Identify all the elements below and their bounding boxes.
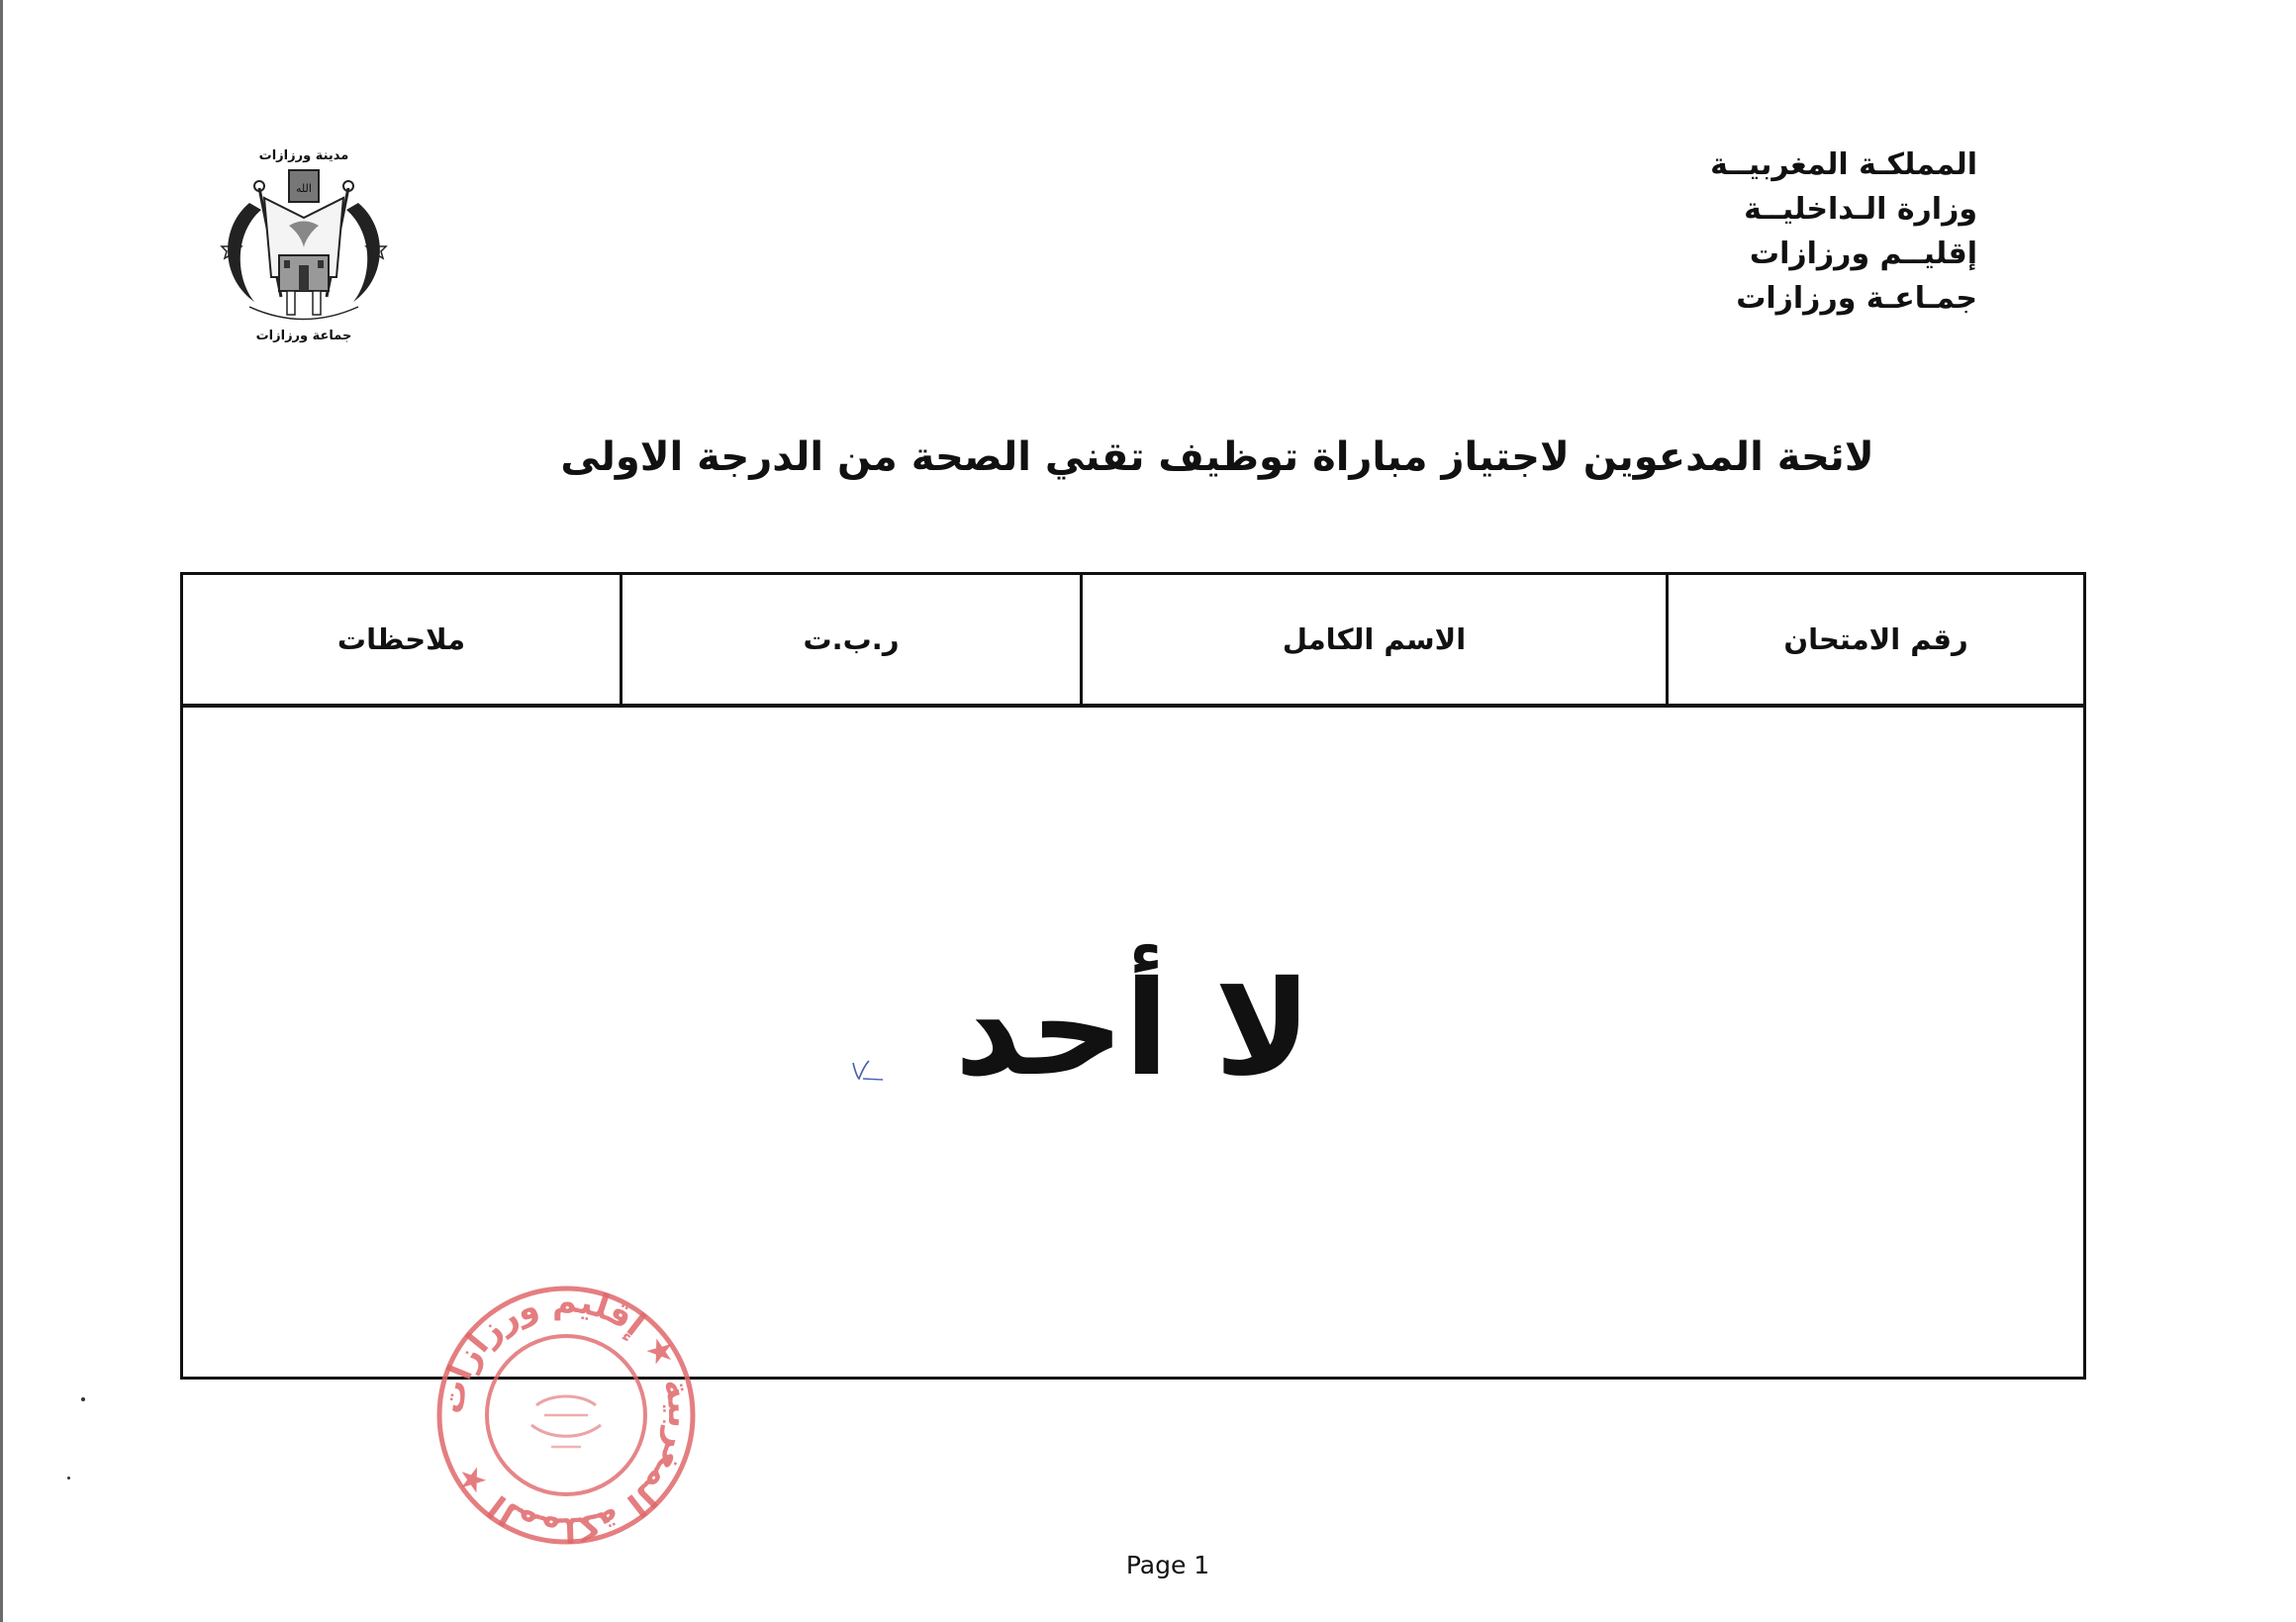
svg-text:المملكة المغربية ★ إقليم ورزاز: المملكة المغربية ★ إقليم ورزازات ★ [431, 1281, 701, 1550]
column-header-full-name: الاسم الكامل [1083, 575, 1669, 704]
commune-emblem-logo [210, 148, 398, 346]
page-number: Page 1 [1125, 1551, 1210, 1579]
official-red-stamp [428, 1277, 705, 1554]
initials-pen-mark [849, 1055, 889, 1085]
column-header-notes: ملاحظات [183, 575, 622, 704]
column-header-grade: ر.ب.ت [622, 575, 1083, 704]
scan-edge [0, 0, 3, 1622]
candidates-table [180, 572, 2086, 1380]
document-title: لائحة المدعوين لاجتياز مباراة توظيف تقني الصحة من الدرجة الاولى [560, 434, 1874, 480]
issuing-authority-header [1710, 143, 1977, 321]
scan-speck [81, 1397, 85, 1401]
stamp-seal-icon [428, 1277, 705, 1554]
pen-mark-icon [849, 1055, 889, 1085]
column-header-exam-number: رقم الامتحان [1783, 622, 1968, 656]
table-header-row [183, 575, 2083, 708]
scan-speck [67, 1477, 70, 1479]
emblem-icon [210, 148, 398, 346]
header-line-commune: جمـاعـة ورزازات [1736, 281, 1977, 316]
emblem-bottom-label: جماعة ورزازات [255, 329, 352, 343]
header-line-kingdom: المملكـة المغربيــة [1710, 147, 1977, 182]
emblem-top-label: مدينة ورزازات [258, 148, 349, 163]
no-candidates-text: لا أحد [954, 953, 1312, 1105]
header-line-ministry: وزارة الـداخليــة [1744, 192, 1977, 227]
svg-text:الله: الله [296, 182, 312, 195]
header-line-province: إقليــم ورزازات [1749, 237, 1977, 271]
